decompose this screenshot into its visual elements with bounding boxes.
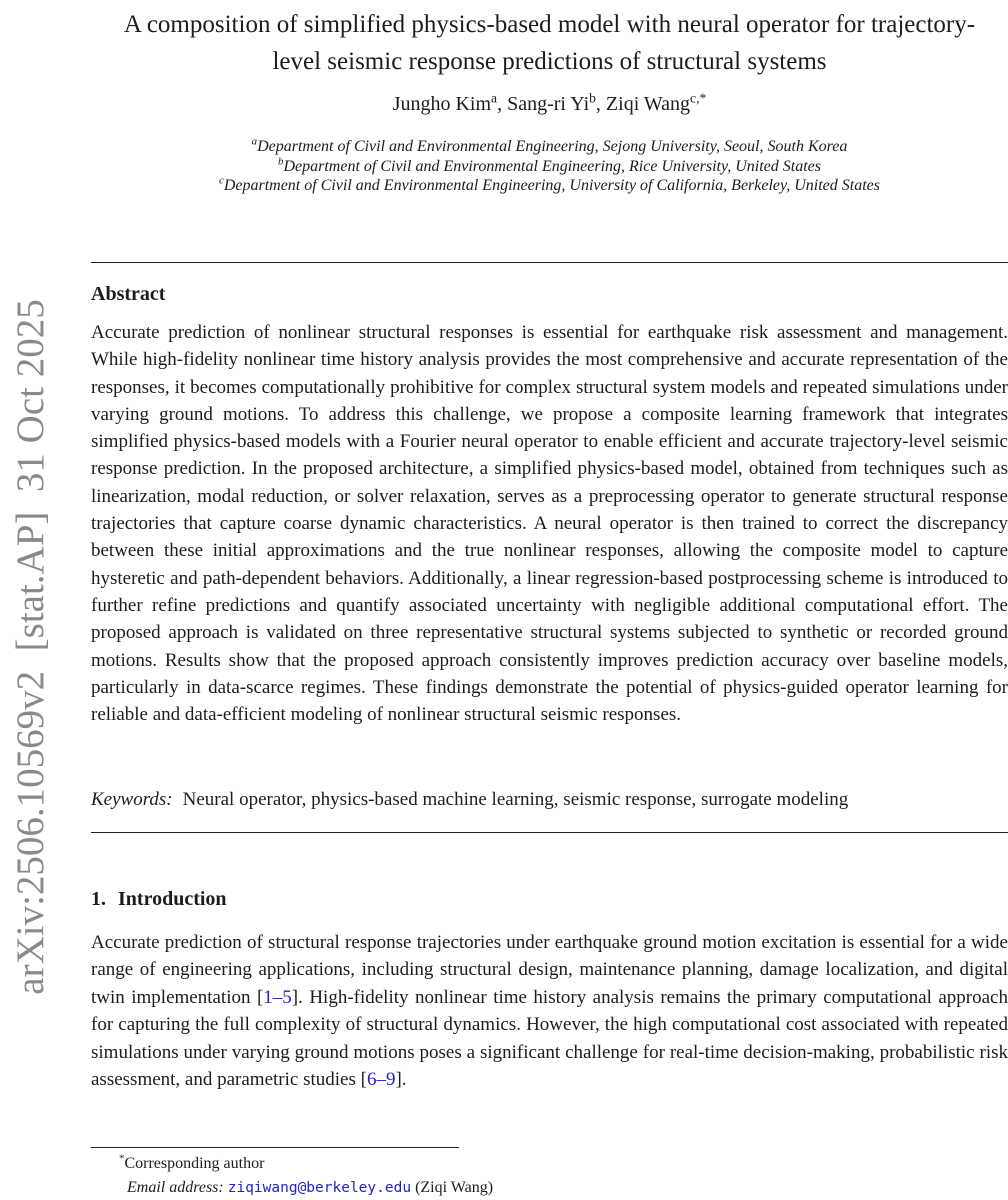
author-name bbox=[392, 90, 508, 115]
citation-link-1-5[interactable]: 1–5 bbox=[263, 986, 292, 1008]
abstract-body: Accurate prediction of nonlinear structural responses is essential for earthquake risk assessment and management. While high-fidelity nonlinear time history analysis provides the most comprehensive and accurate representation of the responses, it becomes computationally prohibitive for complex structural system models and repeated simulations under varying ground motions. To address this challenge, we propose a composite learning framework that integrates simplified physics-based models with a Fourier neural operator to enable efficient and accurate trajectory-level seismic response prediction. In the proposed architecture, a simplified physics-based model, obtained from techniques such as linearization, modal reduction, or solver relaxation, serves as a preprocessing operator to generate structural response trajectories that capture coarse dynamic characteristics. A neural operator is then trained to correct the discrepancy between these initial approximations and the true nonlinear responses, allowing the composite model to capture hysteretic and path-dependent behaviors. Additionally, a linear regression-based postprocessing scheme is introduced to further refine predictions and quantify associated uncertainty with negligible additional computational effort. The proposed approach is validated on three representative structural systems subjected to synthetic or recorded ground motions. Results show that the proposed approach consistently improves prediction accuracy over baseline models, particularly in data-scarce regimes. These findings demonstrate the potential of physics-guided operator learning for reliable and data-efficient modeling of nonlinear structural seismic responses. bbox=[91, 322, 1008, 726]
author-affil-mark: b bbox=[589, 90, 596, 106]
divider-below-keywords bbox=[91, 832, 1008, 833]
keywords-text: Neural operator, physics-based machine learning, seismic response, surrogate modeling bbox=[182, 789, 849, 810]
affiliation-text: Department of Civil and Environmental Engineering, University of California, Berkeley, United States bbox=[223, 177, 880, 194]
footnote bbox=[91, 1152, 1008, 1200]
footnote-text: Corresponding author bbox=[124, 1155, 265, 1172]
affiliation-text: Department of Civil and Environmental Engineering, Sejong University, Seoul, South Korea bbox=[257, 138, 848, 155]
affiliation-text: Department of Civil and Environmental Engineering, Rice University, United States bbox=[283, 157, 821, 175]
author-separator: , bbox=[595, 93, 606, 115]
intro-text: ]. bbox=[395, 1069, 407, 1091]
section-heading-introduction bbox=[91, 888, 1008, 911]
section-label: Introduction bbox=[118, 888, 227, 910]
footnote-marker: * bbox=[119, 1152, 125, 1165]
affiliation-mark: a bbox=[251, 135, 258, 148]
affiliation-mark: b bbox=[278, 155, 284, 168]
email-suffix: (Ziqi Wang) bbox=[411, 1179, 494, 1196]
keywords-label: Keywords: bbox=[91, 789, 173, 810]
affiliation-mark: c bbox=[218, 174, 224, 187]
author-text: Sang-ri Yi bbox=[507, 93, 590, 115]
author-affil-mark: c,* bbox=[690, 90, 707, 106]
author-text: Jungho Kim bbox=[392, 93, 492, 115]
author-name bbox=[507, 90, 606, 115]
author-separator: , bbox=[497, 93, 508, 115]
section-number: 1. bbox=[91, 888, 106, 910]
paper-title: A composition of simplified physics-based model with neural operator for trajectory-level seismic response predictions of structural systems bbox=[123, 11, 976, 75]
email-label: Email address: bbox=[127, 1179, 224, 1196]
author-list bbox=[91, 90, 1008, 116]
intro-text: ]. High-fidelity nonlinear time history analysis remains the primary computational approach for capturing the full complexity of structural dynamics. However, the high computational cost associated with repeated simulations under varying ground motions poses a significant challenge for real-time decision-making, probabilistic risk assessment, and parametric studies [ bbox=[91, 986, 1008, 1091]
divider-above-abstract bbox=[91, 262, 1008, 263]
arxiv-watermark: arXiv:2506.10569v2 [stat.AP] 31 Oct 2025 bbox=[9, 299, 52, 995]
email-link[interactable]: ziqiwang@berkeley.edu bbox=[227, 1180, 412, 1196]
footnote-rule bbox=[91, 1147, 459, 1148]
intro-text: Accurate prediction of structural response trajectories under earthquake ground motion excitation is essential for a wide range of engineering applications, including structural design, maintenance planning, damage localization, and digital twin implementation [ bbox=[91, 932, 1008, 1008]
affiliation bbox=[91, 176, 1008, 196]
email-line bbox=[91, 1176, 1008, 1200]
intro-paragraph bbox=[91, 929, 1008, 1093]
affiliation bbox=[91, 137, 1008, 157]
keywords-line bbox=[91, 789, 1008, 811]
affiliation bbox=[91, 157, 1008, 177]
author-name bbox=[605, 90, 707, 115]
affiliation-list bbox=[91, 137, 1008, 196]
abstract-heading: Abstract bbox=[91, 283, 166, 305]
corresponding-author-note bbox=[91, 1152, 1008, 1176]
author-affil-mark: a bbox=[491, 90, 498, 106]
citation-link-6-9[interactable]: 6–9 bbox=[366, 1069, 396, 1091]
author-text: Ziqi Wang bbox=[605, 93, 691, 115]
